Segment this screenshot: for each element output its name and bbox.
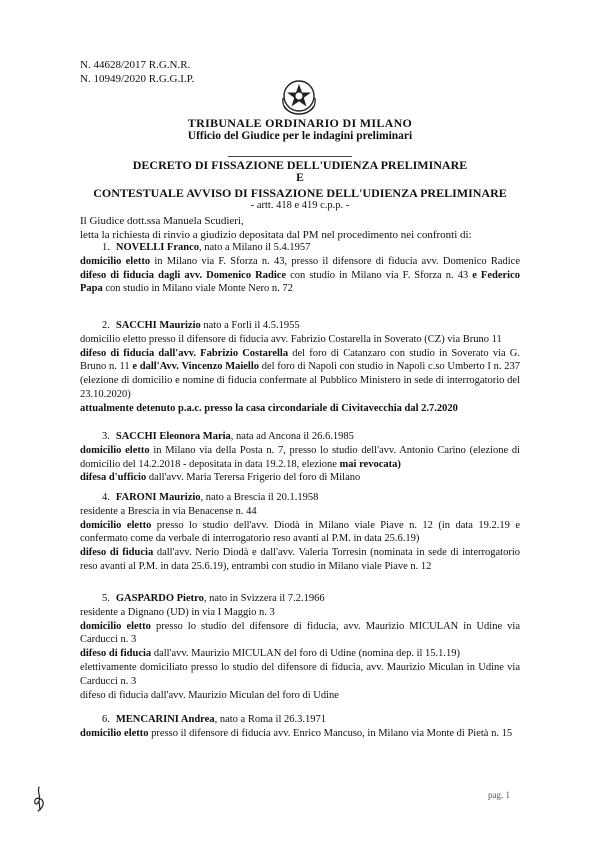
defendant-birth: , nato a Milano il 5.4.1957 bbox=[199, 242, 311, 253]
never-revoked: mai revocata) bbox=[339, 458, 401, 470]
defense-line bbox=[80, 647, 520, 661]
detention-line: attualmente detenuto p.a.c. presso la casa circondariale di Civitavecchia dal 2.7.2020 bbox=[80, 402, 458, 414]
domicile-line: domicilio eletto presso il difensore di fiducia avv. Fabrizio Costarella in Soverato (CZ) via Bruno 11 bbox=[80, 333, 502, 345]
request-line: letta la richiesta di rinvio a giudizio depositata dal PM nel procedimento nei confronti di: bbox=[80, 229, 472, 241]
entry-number: 1. bbox=[102, 242, 110, 253]
defendant-name: NOVELLI Franco bbox=[115, 242, 200, 253]
page-number: pag. 1 bbox=[488, 790, 510, 800]
defense-label: difesa d'ufficio bbox=[80, 472, 147, 484]
domicile-line bbox=[80, 519, 520, 547]
defendant-entry-6 bbox=[80, 713, 520, 741]
defense-text: dall'avv. Maria Terersa Frigerio del foro di Milano bbox=[146, 472, 361, 484]
defendant-entry-5 bbox=[80, 592, 520, 702]
defendant-header bbox=[80, 319, 520, 333]
second-lawyer-text: con studio in Milano viale Monte Nero n. 72 bbox=[102, 283, 293, 295]
domicile-line bbox=[80, 620, 520, 648]
defense-label: difeso di fiducia dagli avv. Domenico Radice bbox=[80, 269, 287, 281]
defendant-birth: , nato a Brescia il 20.1.1958 bbox=[200, 492, 319, 503]
defense-label: difeso di fiducia bbox=[80, 547, 154, 559]
articles-reference: - artt. 418 e 419 c.p.p. - bbox=[250, 200, 350, 211]
defendant-birth: nato a Forlì il 4.5.1955 bbox=[200, 320, 300, 331]
trusted-defense-line: difeso di fiducia dall'avv. Maurizio Miculan del foro di Udine bbox=[80, 689, 339, 701]
defendant-header bbox=[80, 241, 520, 255]
judge-line: Il Giudice dott.ssa Manuela Scudieri, bbox=[80, 215, 244, 227]
domicile-label: domicilio eletto bbox=[80, 620, 151, 632]
domicile-label: domicilio eletto bbox=[80, 444, 150, 456]
domicile-text: presso il difensore di fiducia avv. Enrico Mancuso, in Milano via Monte di Pietà n. 15 bbox=[148, 727, 513, 739]
entry-number: 3. bbox=[102, 431, 110, 442]
defense-line bbox=[80, 471, 520, 485]
defense-line bbox=[80, 347, 520, 402]
defendant-name: SACCHI Maurizio bbox=[115, 320, 201, 331]
office-name: Ufficio del Giudice per le indagini preliminari bbox=[187, 130, 413, 142]
domicile-text: in Milano via F. Sforza n. 43, presso il difensore di fiducia avv. Domenico Radice bbox=[150, 255, 520, 267]
decree-title-line1: DECRETO DI FISSAZIONE DELL'UDIENZA PRELIMINARE bbox=[132, 158, 468, 172]
defendant-header bbox=[80, 430, 520, 444]
title-separator bbox=[228, 156, 352, 157]
defense-line bbox=[80, 546, 520, 574]
residence-line: residente a Dignano (UD) in via I Maggio n. 3 bbox=[80, 606, 275, 618]
defendant-birth: , nata ad Ancona il 26.6.1985 bbox=[230, 431, 354, 442]
domicile-label: domicilio eletto bbox=[80, 727, 149, 739]
defendant-name: MENCARINI Andrea bbox=[115, 714, 215, 725]
domicile-text: presso lo studio del difensore di fiducia, avv. Maurizio MICULAN in Udine via Carducci n. 3 bbox=[80, 620, 520, 646]
rggip-number: N. 10949/2020 R.G.G.I.P. bbox=[80, 73, 195, 85]
residence-line: residente a Brescia in via Benacense n. 44 bbox=[80, 505, 257, 517]
entry-number: 2. bbox=[102, 320, 110, 331]
handwritten-initial-icon bbox=[28, 786, 50, 812]
domicile-line bbox=[80, 444, 520, 472]
defendant-entry-2 bbox=[80, 319, 520, 416]
defendant-entry-4 bbox=[80, 491, 520, 574]
defense-text: dall'avv. Maurizio MICULAN del foro di Udine (nomina dep. il 15.1.19) bbox=[151, 648, 461, 660]
defense-text: con studio in Milano via F. Sforza n. 43 bbox=[286, 269, 473, 281]
defendant-name: GASPARDO Pietro bbox=[115, 593, 204, 604]
defendant-name: SACCHI Eleonora Maria bbox=[115, 431, 231, 442]
defendant-entry-3 bbox=[80, 430, 520, 485]
court-name: TRIBUNALE ORDINARIO DI MILANO bbox=[187, 116, 413, 130]
domicile-label: domicilio eletto bbox=[80, 255, 151, 267]
domicile-label: domicilio eletto bbox=[80, 519, 152, 531]
entry-number: 5. bbox=[102, 593, 110, 604]
decree-title-line2: E bbox=[296, 172, 304, 184]
defense-text: del foro di Catanzaro con studio in Soverato via G. Bruno n. 11 bbox=[80, 347, 521, 373]
second-lawyer: e Federico Papa bbox=[80, 269, 520, 295]
defense-text: dall'avv. Nerio Diodà e dall'avv. Valeria Torresin (nominata in sede di interrogatorio reso avanti al P.M. in data 25.6.19), entrambi con studio in Milano viale Piave n. 12 bbox=[80, 547, 520, 572]
defendant-birth: , nato a Roma il 26.3.1971 bbox=[214, 714, 326, 725]
domicile-text: presso lo studio dell'avv. Diodà in Milano viale Piave n. 12 (in data 19.2.19 e confermato come da verbale di interrogatorio reso avanti al P.M. in data 25.6.19) bbox=[80, 519, 520, 545]
italian-republic-emblem-icon bbox=[279, 76, 319, 116]
defendant-header bbox=[80, 713, 520, 727]
defense-label: difeso di fiducia bbox=[80, 648, 152, 660]
entry-number: 6. bbox=[102, 714, 110, 725]
domicile-line bbox=[80, 727, 520, 741]
defendant-header bbox=[80, 592, 520, 606]
defense-label: difeso di fiducia dall'avv. Fabrizio Costarella bbox=[80, 347, 289, 359]
decree-title-line3: CONTESTUALE AVVISO DI FISSAZIONE DELL'UDIENZA PRELIMINARE bbox=[93, 186, 507, 200]
elected-domicile-line: elettivamente domiciliato presso lo studio del difensore di fiducia, avv. Maurizio Miculan in Udine via Carducci n. 3 bbox=[80, 661, 520, 687]
rgnr-number: N. 44628/2017 R.G.N.R. bbox=[80, 59, 191, 71]
defendant-header bbox=[80, 491, 520, 505]
defendant-birth: , nato in Svizzera il 7.2.1966 bbox=[203, 593, 325, 604]
entry-number: 4. bbox=[102, 492, 110, 503]
defendant-name: FARONI Maurizio bbox=[115, 492, 201, 503]
defendant-details bbox=[80, 255, 520, 296]
second-lawyer: e dall'Avv. Vincenzo Maiello bbox=[132, 361, 260, 373]
second-lawyer-text: del foro di Napoli con studio in Napoli c.so Umberto I n. 237 (elezione di domicilio e nomine di fiducia confermate al Pubblico Ministero in sede di interrogatorio del 23.10.2020) bbox=[80, 361, 520, 400]
defendant-entry-1 bbox=[80, 241, 520, 296]
domicile-text: in Milano via della Posta n. 7, presso lo studio dell'avv. Antonio Carino (elezione di domicilio del 14.2.2018 - depositata in data 19.2.18, elezione bbox=[80, 444, 520, 470]
